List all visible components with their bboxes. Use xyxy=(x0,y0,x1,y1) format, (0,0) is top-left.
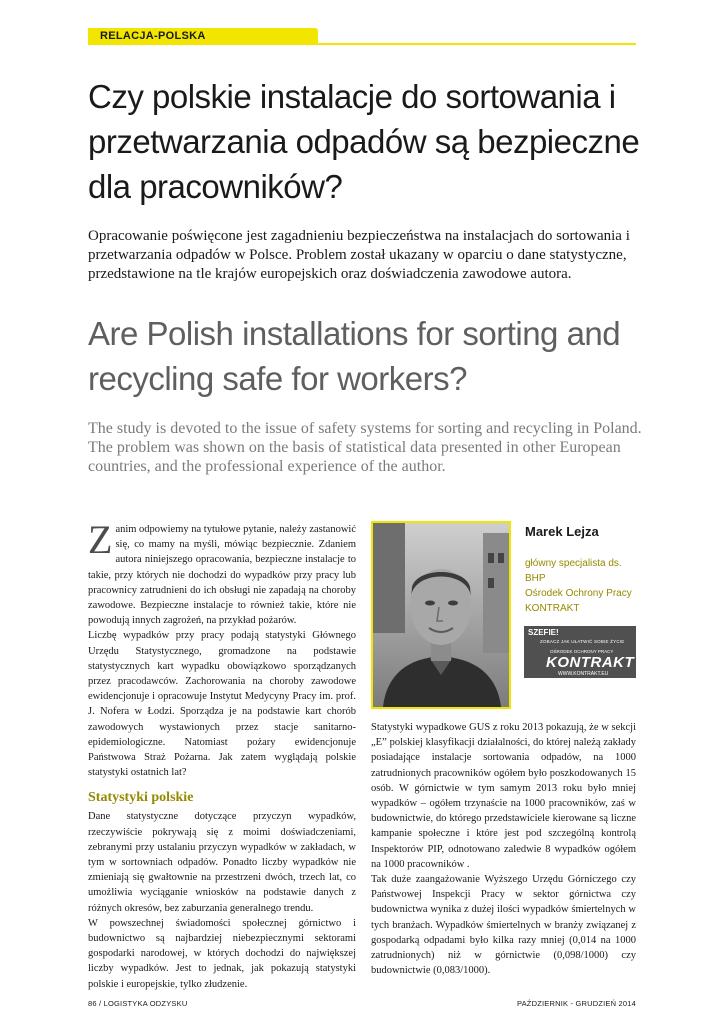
intro-text: anim odpowiemy na tytułowe pytanie, należy zastanowić się, co mamy na myśli, mówiąc bezpiecznie. Zdaniem autora niniejszego opracowania, bezpieczne instalacje to takie, przy których nie dochodzi do wypadków przy pracy lub pracownicy zatrudnieni do ich obsługi nie zapadają na choroby zawodowe. Bezpieczne instalacje to również takie, które nie powodują innych zagrożeń, na przykład pożarów. xyxy=(88,524,356,627)
subheading-statystyki: Statystyki polskie xyxy=(88,790,194,806)
intro-paragraph xyxy=(88,517,356,628)
logo-text: KONTRAKT xyxy=(546,654,635,671)
author-photo xyxy=(371,521,511,709)
author-name: Marek Lejza xyxy=(525,524,599,539)
kontrakt-logo xyxy=(524,626,636,678)
logo-text: ZOBACZ JAK UŁATWIĆ SOBIE ŻYCIE xyxy=(540,639,625,644)
logo-text: WWW.KONTRAKT.EU xyxy=(558,671,609,677)
body-column-right xyxy=(371,720,636,978)
logo-text: SZEFIE! xyxy=(528,628,559,637)
paragraph: Statystyki wypadkowe GUS z roku 2013 pokazują, że w sekcji „E” polskiej klasyfikacji działalności, do której należą zakłady posiadające instalacje sortowania odpadów, na 1000 zatrudnionych pracowników ogółem było poszkodowanych 15 osób. W górnictwie w tym samym 2013 roku było mniej wypadków – ogółem trzynaście na 1000 pracowników, zaś w budownictwie, do którego przedstawiciele kierowane są liczne kampanie społeczne i które jest pod szczególną kontrolą Inspektorów PIP, odnotowano zaledwie 8 wypadków ogółem na 1000 pracowników . xyxy=(371,722,636,870)
author-role-line: Ośrodek Ochrony Pracy xyxy=(525,588,632,599)
body-column-left xyxy=(88,517,356,992)
paragraph: Dane statystyczne dotyczące przyczyn wypadków, rzeczywiście pokrywają się z moimi doświadczeniami, zebranymi przy ustalaniu przyczyn wypadków w zakładach, w tym w sortowniach odpadów. Ponadto liczby wypadków nie zmieniają się gwałtownie na przestrzeni dwóch, trzech lat, co umożliwia wyciąganie wniosków na podstawie danych z różnych okresów, bez zaburzania generalnego trendu. xyxy=(88,811,356,914)
footer-issue-date: PAŹDZIERNIK - GRUDZIEŃ 2014 xyxy=(516,999,636,1008)
paragraph: Tak duże zaangażowanie Wyższego Urzędu Górniczego czy Państwowej Inspekcji Pracy w sektor górnictwa czy budownictwa wynika z dużej ilości wypadków śmiertelnych w tych branżach. Wypadków śmiertelnych w branży związanej z gospodarką odpadami było kilka razy mniej (0,014 na 1000 zatrudnionych) niż w górnictwie (0,098/1000) czy budownictwie (0,083/1000). xyxy=(371,874,636,977)
abstract-english: The study is devoted to the issue of safety systems for sorting and recycling in Poland. The problem was shown on the basis of statistical data presented in other European countries, and the professional experience of the author. xyxy=(88,420,642,475)
footer-page-info: 86 / LOGISTYKA ODZYSKU xyxy=(88,999,188,1008)
section-label: RELACJA-POLSKA xyxy=(100,30,206,42)
drop-cap: Z xyxy=(88,517,113,562)
author-role-line: KONTRAKT xyxy=(525,603,580,614)
author-portrait-image xyxy=(373,523,509,707)
title-english: Are Polish installations for sorting and recycling safe for workers? xyxy=(88,315,621,397)
logo-text: OŚRODEK OCHRONY PRACY xyxy=(550,649,614,654)
abstract-polish: Opracowanie poświęcone jest zagadnieniu bezpieczeństwa na instalacjach do sortowania i przetwarzania odpadów w Polsce. Problem został ukazany w oparciu o dane statystyczne, przedstawione na tle krajów europejskich oraz doświadczenia zawodowe autora. xyxy=(88,228,630,282)
author-role-line: główny specjalista ds. xyxy=(525,558,622,569)
paragraph: W powszechnej świadomości społecznej górnictwo i budownictwo są najbardziej niebezpiecznymi sektorami gospodarki narodowej, w których dochodzi do największej liczby wypadków. Jest to jednak, jak pokazują statystyki polskie i europejskie, tylko złudzenie. xyxy=(88,917,356,990)
paragraph: Liczbę wypadków przy pracy podają statystyki Głównego Urzędu Statystycznego, gromadzone na podstawie statystycznych kart wypadku obowiązkowo sporządzanych przez pracodawców. Zachorowania na choroby zawodowe ewidencjonuje i opracowuje Instytut Medycyny Pracy im. prof. J. Nofera w Łodzi. Sporządza je na podstawie kart chorób zawodowych wystawionych przez stacje sanitarno-epidemiologiczne. Natomiast pożary ewidencjonuje Państwowa Straż Pożarna. Jak zatem wyglądają polskie statystyki ostatnich lat? xyxy=(88,630,356,779)
title-polish: Czy polskie instalacje do sortowania i przetwarzania odpadów są bezpieczne dla pracowników? xyxy=(88,78,640,205)
author-role-line: BHP xyxy=(525,573,546,584)
author-role xyxy=(525,556,645,616)
